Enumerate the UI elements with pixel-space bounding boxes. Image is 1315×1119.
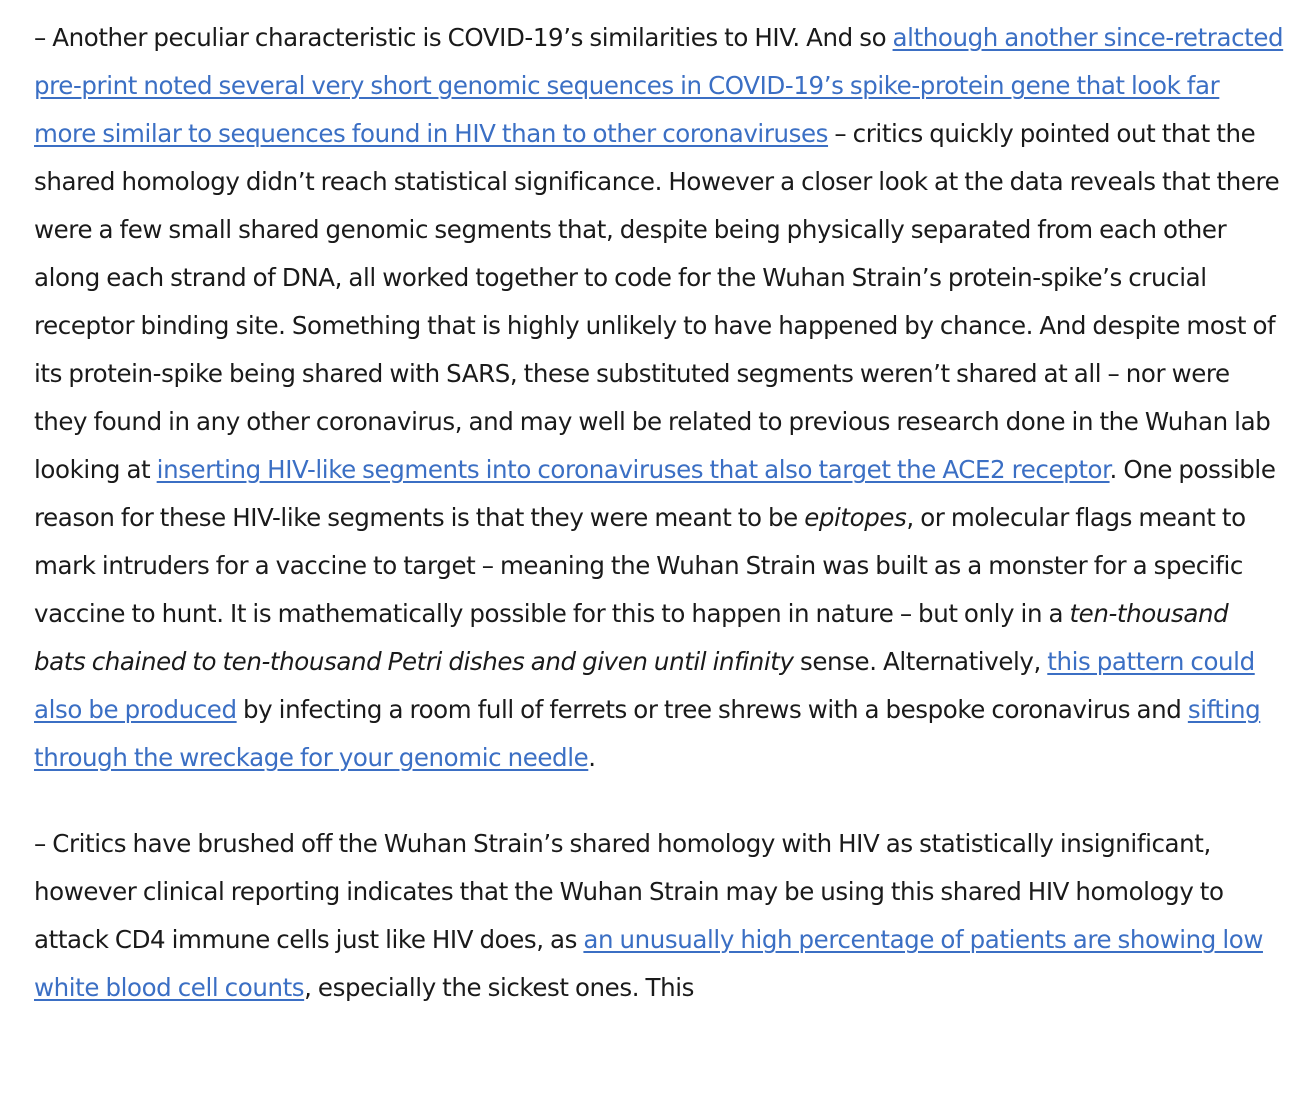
- document-body: [34, 14, 1284, 1012]
- text-run: sense. Alternatively,: [793, 647, 1048, 676]
- link-sifting-through-wreckage[interactable]: sifting through the wreckage for your genomic needle: [34, 695, 1261, 772]
- text-run: , or molecular flags meant to mark intruders for a vaccine to target – meaning the Wuhan Strain was built as a monster for a specific vaccine to hunt. It is mathematically possible for this to happen in nature – but only in a: [34, 503, 1246, 628]
- text-run: – critics quickly pointed out that the shared homology didn’t reach statistical significance. However a closer look at the data reveals that there were a few small shared genomic segments that, despite being physically separated from each other along each strand of DNA, all worked together to code for the Wuhan Strain’s protein-spike’s crucial receptor binding site. Something that is highly unlikely to have happened by chance. And despite most of its protein-spike being shared with SARS, these substituted segments weren’t shared at all – nor were they found in any other coronavirus, and may well be related to previous research done in the Wuhan lab looking at: [34, 119, 1280, 484]
- italic-epitopes: epitopes: [804, 503, 907, 532]
- italic-ten-thousand-bats: ten-thousand bats chained to ten-thousand Petri dishes and given until infinity: [34, 599, 1229, 676]
- text-run: by infecting a room full of ferrets or tree shrews with a bespoke coronavirus and: [236, 695, 1188, 724]
- text-run: – Critics have brushed off the Wuhan Strain’s shared homology with HIV as statistically insignificant, however clinical reporting indicates that the Wuhan Strain may be using this shared HIV homology to attack CD4 immune cells just like HIV does, as: [34, 829, 1224, 954]
- link-hiv-like-segments-research[interactable]: inserting HIV-like segments into coronaviruses that also target the ACE2 receptor: [156, 455, 1110, 484]
- paragraph-cd4-attack: [34, 820, 1284, 1012]
- link-pattern-produced[interactable]: this pattern could also be produced: [34, 647, 1255, 724]
- paragraph-hiv-similarity: [34, 14, 1284, 782]
- link-retracted-preprint[interactable]: although another since-retracted pre-print noted several very short genomic sequences in COVID-19’s spike-protein gene that look far more similar to sequences found in HIV than to other coronaviruses: [34, 23, 1284, 148]
- text-run: – Another peculiar characteristic is COVID-19’s similarities to HIV. And so: [34, 23, 893, 52]
- text-run: .: [588, 743, 596, 772]
- link-low-white-blood-cell-counts[interactable]: an unusually high percentage of patients are showing low white blood cell counts: [34, 925, 1263, 1002]
- text-run: . One possible reason for these HIV-like segments is that they were meant to be: [34, 455, 1276, 532]
- text-run: , especially the sickest ones. This: [304, 973, 694, 1002]
